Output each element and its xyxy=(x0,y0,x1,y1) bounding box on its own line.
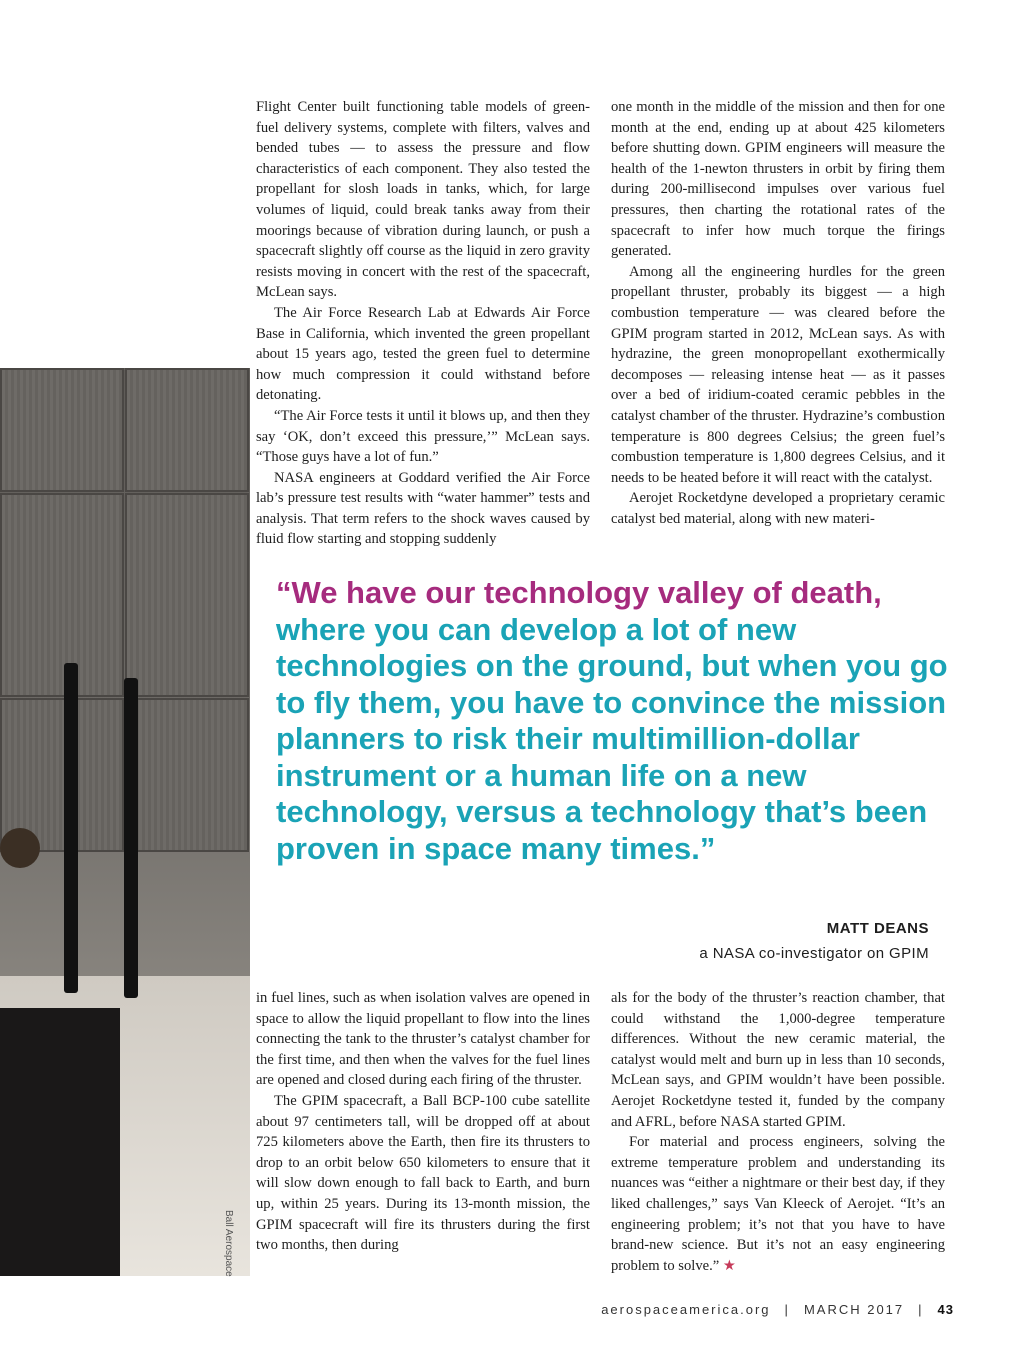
end-mark-star-icon: ★ xyxy=(722,1257,736,1274)
footer-site: aerospaceamerica.org xyxy=(601,1302,771,1317)
footer-separator: | xyxy=(918,1302,924,1317)
photo-credit: Ball Aerospace xyxy=(223,1210,234,1277)
article-column-top-left xyxy=(256,97,590,550)
page-number: 43 xyxy=(937,1302,954,1317)
footer-issue: MARCH 2017 xyxy=(803,1302,905,1317)
pull-quote-body: where you can develop a lot of new technologies on the ground, but when you go to fly them, you have to convince the mission planners to risk their multimillion-dollar instrument or a human life on a new technology, versus a technology that’s been proven in space many times.” xyxy=(276,611,948,866)
article-column-top-right xyxy=(611,97,945,529)
article-column-bottom-right xyxy=(611,988,945,1276)
pull-quote-lead: “We have our technology valley of death, xyxy=(276,575,882,610)
paragraph: in fuel lines, such as when isolation valves are opened in space to allow the liquid propellant to flow into the lines connecting the tank to the thruster’s catalyst chamber for the first time, and then when the valves for the fuel lines are opened and closed during each firing of the thruster. xyxy=(256,990,590,1089)
quote-attribution-name: MATT DEANS xyxy=(826,920,929,937)
paragraph: “The Air Force tests it until it blows up, and then they say ‘OK, don’t exceed this pressure,’” McLean says. “Those guys have a lot of fun.” xyxy=(256,407,590,466)
paragraph xyxy=(611,1132,945,1276)
article-column-bottom-left xyxy=(256,988,590,1256)
paragraph: Aerojet Rocketdyne developed a proprietary ceramic catalyst bed material, along with new materi- xyxy=(611,490,945,527)
paragraph: one month in the middle of the mission and then for one month at the end, ending up at about 425 kilometers before shutting down. GPIM engineers will measure the health of the 1-newton thrusters in orbit by firing them during 200-millisecond impulses over various fuel pressures, then charting the rotational rates of the spacecraft to infer how much torque the firings generated. xyxy=(611,99,945,260)
page-footer xyxy=(601,1302,954,1317)
paragraph: The GPIM spacecraft, a Ball BCP-100 cube satellite about 97 centimeters tall, will be dropped off at about 725 kilometers above the Earth, then fire its thrusters to drop to an orbit below 650 kilometers to ensure that it will slow down enough to fall back to Earth, and burn up, within 25 years. During its 13-month mission, the GPIM spacecraft will fire its thrusters during the first two months, then during xyxy=(256,1092,590,1254)
quote-attribution-role: a NASA co-investigator on GPIM xyxy=(699,945,929,962)
paragraph-text: For material and process engineers, solving the extreme temperature problem and understanding its nuances was “either a nightmare or their best day, if they liked challenges,” says Van Kleeck of Aerojet. “It’s an engineering problem; it’s not that you have to have brand-new science. But it’s not an easy engineering problem to solve.” xyxy=(611,1134,945,1274)
lab-photo xyxy=(0,368,250,1276)
paragraph: Flight Center built functioning table models of green-fuel delivery systems, complete with filters, valves and bended tubes — to assess the pressure and flow characteristics of each component. They also tested the propellant for slosh loads in tanks, which, for large volumes of liquid, could break tanks away from their moorings because of vibration during launch, or push a spacecraft slightly off course as the liquid in zero gravity resists moving in concert with the rest of the spacecraft, McLean says. xyxy=(256,99,590,301)
paragraph: als for the body of the thruster’s reaction chamber, that could withstand the 1,000-degree temperature differences. Without the new ceramic material, the catalyst would melt and burn up in less than 10 seconds, McLean says, and GPIM wouldn’t have been possible. Aerojet Rocketdyne tested it, funded by the company and AFRL, before NASA started GPIM. xyxy=(611,990,945,1130)
paragraph: The Air Force Research Lab at Edwards Air Force Base in California, which invented the green propellant about 15 years ago, tested the green fuel to determine how much compression it could withstand before detonating. xyxy=(256,304,590,404)
footer-separator: | xyxy=(784,1302,790,1317)
paragraph: NASA engineers at Goddard verified the Air Force lab’s pressure test results with “water hammer” tests and analysis. That term refers to the shock waves caused by fluid flow starting and stopping suddenly xyxy=(256,469,590,548)
pull-quote xyxy=(276,575,956,867)
paragraph: Among all the engineering hurdles for the green propellant thruster, probably its biggest — a high combustion temperature — was cleared before the GPIM program started in 2012, McLean says. As with hydrazine, the green monopropellant exothermically decomposes — releasing intense heat — as it passes over a bed of iridium-coated ceramic pebbles in the catalyst chamber of the thruster. Hydrazine’s combustion temperature is 800 degrees Celsius; the green fuel’s combustion temperature is 1,800 degrees Celsius, and it needs to be heated before it will react with the catalyst. xyxy=(611,263,945,486)
